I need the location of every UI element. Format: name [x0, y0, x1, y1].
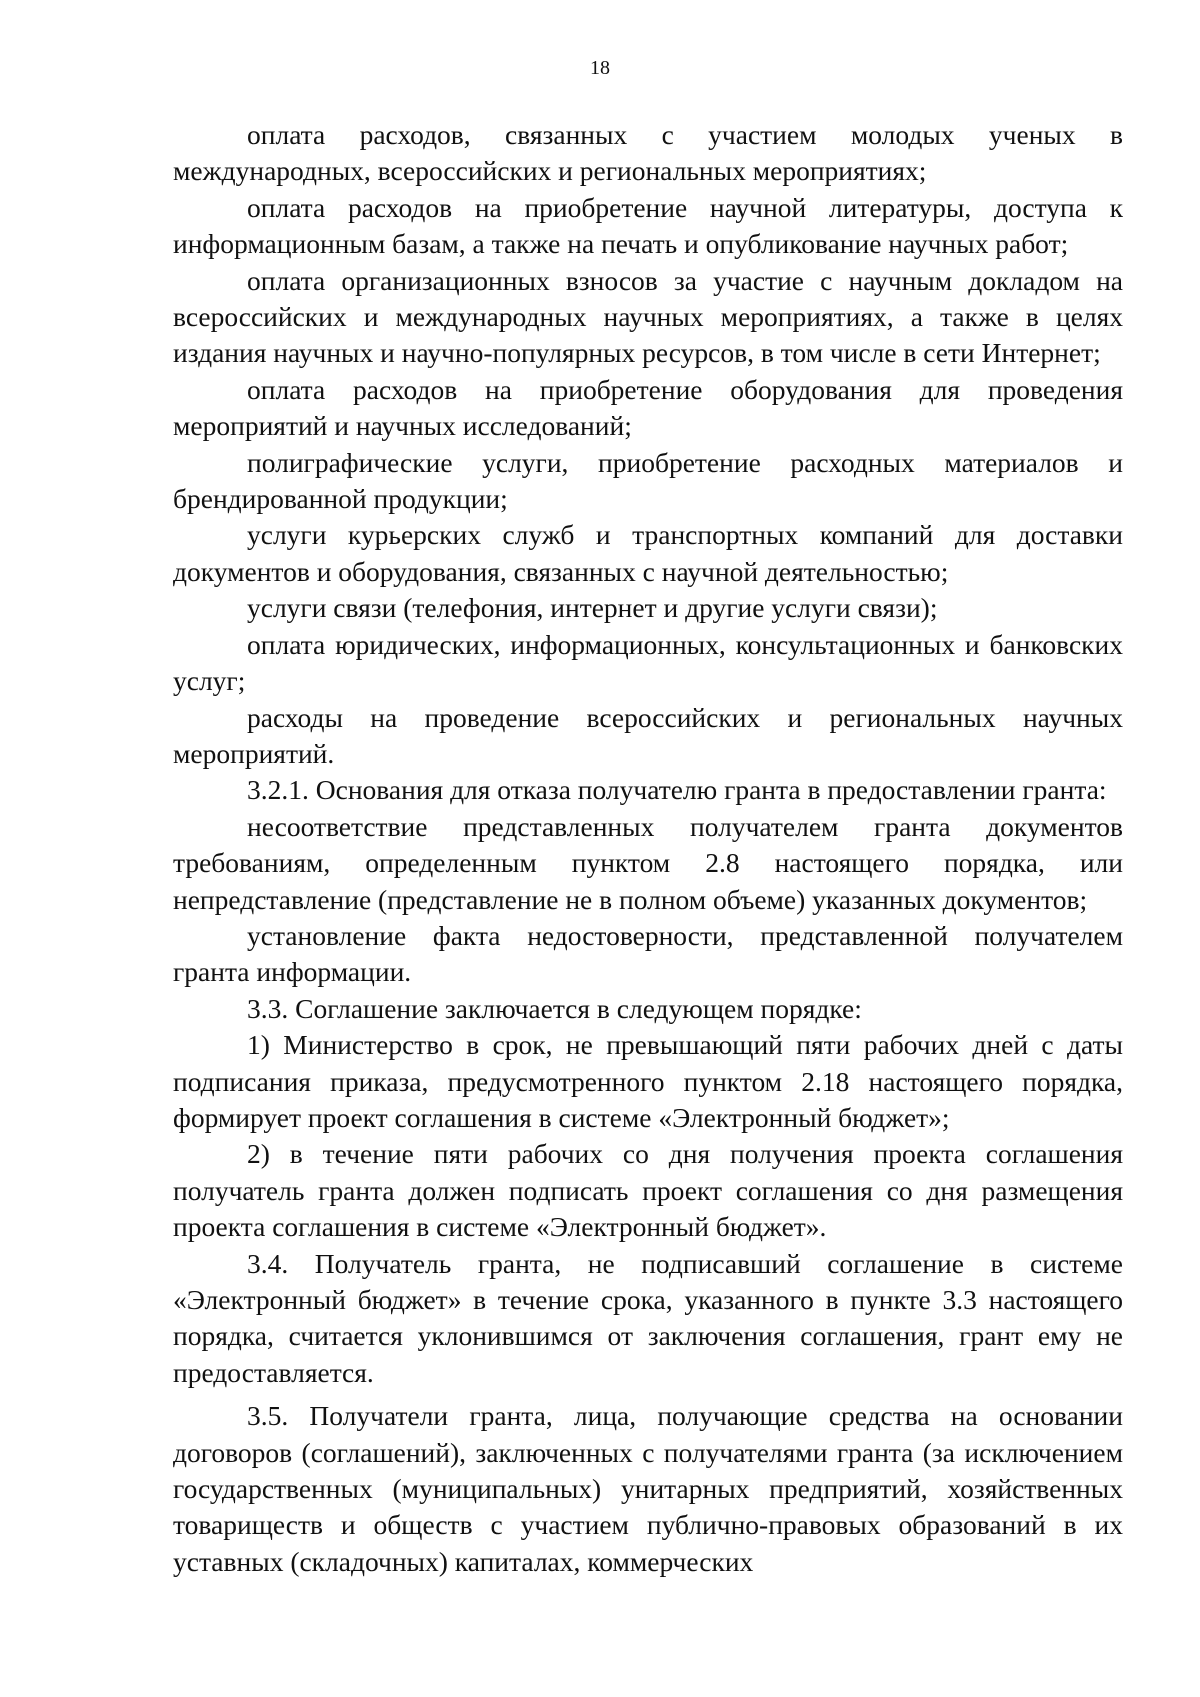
paragraph-communication-services: услуги связи (телефония, интернет и другие услуги связи);: [247, 592, 938, 624]
paragraph-documents-nonconformity: несоответствие представленных получателем гранта документов требованиям, определенным пунктом 2.8 настоящего порядка, или непредставление (представление не в полном объеме) указанных документов;: [173, 810, 1123, 915]
paragraph-young-scientists-expenses: оплата расходов, связанных с участием молодых ученых в международных, всероссийских и региональных мероприятиях;: [173, 119, 1123, 187]
paragraph-literature-expenses: оплата расходов на приобретение научной литературы, доступа к информационным базам, а также на печать и опубликование научных работ;: [173, 191, 1123, 260]
paragraph-3-3-item-1: 1) Министерство в срок, не превышающий пяти рабочих дней с даты подписания приказа, предусмотренного пунктом 2.18 настоящего порядка, формирует проект соглашения в системе «Электронный бюджет»;: [173, 1029, 1123, 1133]
paragraph-legal-services: оплата юридических, информационных, консультационных и банковских услуг;: [173, 628, 1123, 697]
paragraph-3-3-item-2: 2) в течение пяти рабочих со дня получения проекта соглашения получатель гранта должен подписать проект соглашения со дня размещения проекта соглашения в системе «Электронный бюджет».: [173, 1138, 1123, 1243]
paragraph-unreliable-information: установление факта недостоверности, представленной получателем гранта информации.: [173, 919, 1123, 988]
paragraph-3-3-agreement-procedure: 3.3. Соглашение заключается в следующем порядке:: [247, 992, 862, 1024]
paragraph-3-4: 3.4. Получатель гранта, не подписавший соглашение в системе «Электронный бюджет» в течение срока, указанного в пункте 3.3 настоящего порядка, считается уклонившимся от заключения соглашения, грант ему не предоставляется.: [173, 1247, 1123, 1388]
paragraph-events-expenses: расходы на проведение всероссийских и региональных научных мероприятий.: [173, 701, 1123, 769]
paragraph-printing-services: полиграфические услуги, приобретение расходных материалов и брендированной продукции;: [173, 446, 1123, 515]
document-body: [173, 117, 1123, 1580]
page-number: 18: [590, 57, 610, 79]
paragraph-equipment-expenses: оплата расходов на приобретение оборудования для проведения мероприятий и научных исследований;: [173, 373, 1123, 442]
paragraph-3-5: 3.5. Получатели гранта, лица, получающие средства на основании договоров (соглашений), заключенных с получателями гранта (за исключением государственных (муниципальных) унитарных предприятий, хозяйственных товариществ и обществ с участием публично-правовых образований в их уставных (складочных) капиталах, коммерческих: [173, 1400, 1123, 1577]
paragraph-organizational-fees: оплата организационных взносов за участие с научным докладом на всероссийских и международных научных мероприятиях, а также в целях издания научных и научно-популярных ресурсов, в том числе в сети Интернет;: [173, 264, 1123, 369]
paragraph-3-2-1-refusal-grounds: 3.2.1. Основания для отказа получателю гранта в предоставлении гранта:: [247, 774, 1107, 806]
paragraph-courier-services: услуги курьерских служб и транспортных компаний для доставки документов и оборудования, связанных с научной деятельностью;: [173, 519, 1123, 587]
